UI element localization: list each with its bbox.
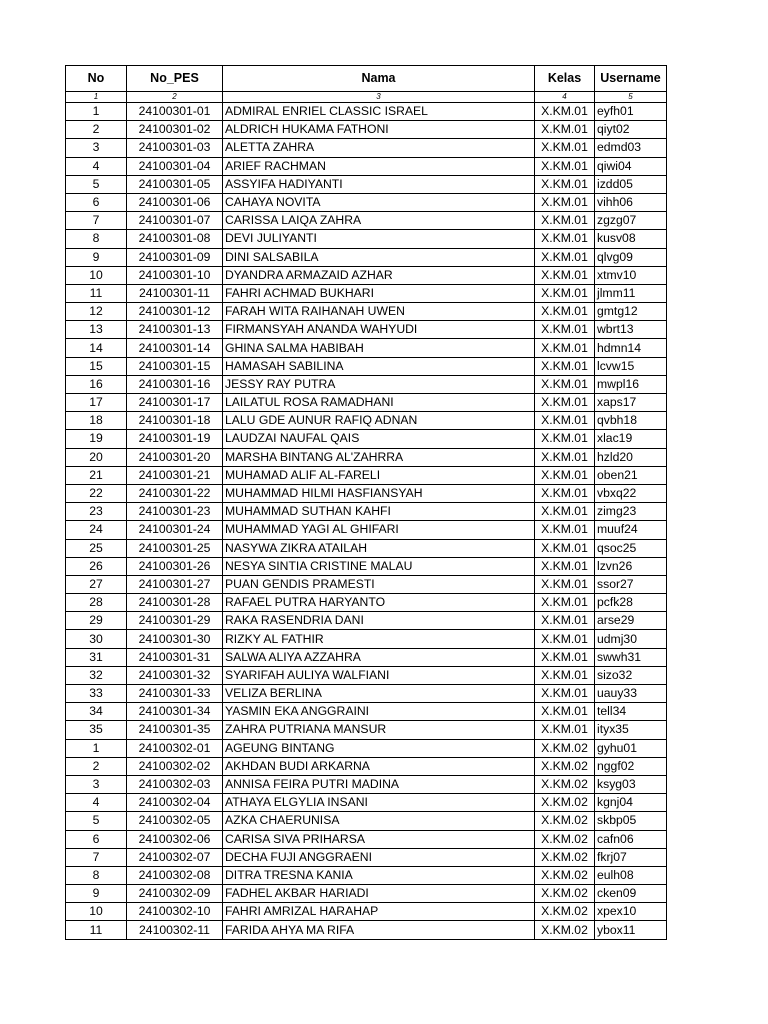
cell-nama: HAMASAH SABILINA (223, 357, 535, 375)
column-index: 1 (66, 92, 127, 103)
cell-no-pes: 24100301-06 (127, 193, 223, 211)
cell-no: 14 (66, 339, 127, 357)
cell-kelas: X.KM.01 (535, 103, 595, 121)
cell-no: 1 (66, 103, 127, 121)
cell-username: nggf02 (595, 757, 667, 775)
cell-nama: ZAHRA PUTRIANA MANSUR (223, 721, 535, 739)
cell-no: 1 (66, 739, 127, 757)
cell-username: ybox11 (595, 921, 667, 939)
cell-no: 15 (66, 357, 127, 375)
cell-nama: MUHAMAD ALIF AL-FARELI (223, 466, 535, 484)
cell-kelas: X.KM.02 (535, 885, 595, 903)
cell-no-pes: 24100302-08 (127, 866, 223, 884)
cell-no-pes: 24100301-18 (127, 412, 223, 430)
cell-nama: LALU GDE AUNUR RAFIQ ADNAN (223, 412, 535, 430)
cell-nama: MUHAMMAD YAGI AL GHIFARI (223, 521, 535, 539)
cell-username: xaps17 (595, 394, 667, 412)
cell-no: 20 (66, 448, 127, 466)
cell-no: 10 (66, 903, 127, 921)
cell-username: cken09 (595, 885, 667, 903)
cell-no-pes: 24100301-33 (127, 685, 223, 703)
cell-nama: MUHAMMAD HILMI HASFIANSYAH (223, 484, 535, 502)
cell-no: 18 (66, 412, 127, 430)
cell-no-pes: 24100301-19 (127, 430, 223, 448)
cell-nama: MARSHA BINTANG AL'ZAHRRA (223, 448, 535, 466)
cell-kelas: X.KM.01 (535, 685, 595, 703)
cell-no: 5 (66, 812, 127, 830)
cell-nama: ANNISA FEIRA PUTRI MADINA (223, 775, 535, 793)
table-row (66, 484, 667, 502)
cell-kelas: X.KM.01 (535, 412, 595, 430)
table-row (66, 885, 667, 903)
cell-username: xtmv10 (595, 266, 667, 284)
cell-username: vbxq22 (595, 484, 667, 502)
cell-no: 26 (66, 557, 127, 575)
cell-nama: SALWA ALIYA AZZAHRA (223, 648, 535, 666)
table-row (66, 212, 667, 230)
cell-nama: FAHRI AMRIZAL HARAHAP (223, 903, 535, 921)
cell-nama: DECHA FUJI ANGGRAENI (223, 848, 535, 866)
cell-no: 28 (66, 594, 127, 612)
table-row (66, 666, 667, 684)
cell-no-pes: 24100301-22 (127, 484, 223, 502)
cell-kelas: X.KM.02 (535, 830, 595, 848)
table-row (66, 339, 667, 357)
cell-kelas: X.KM.01 (535, 157, 595, 175)
cell-no-pes: 24100301-28 (127, 594, 223, 612)
cell-username: lcvw15 (595, 357, 667, 375)
cell-nama: NASYWA ZIKRA ATAILAH (223, 539, 535, 557)
cell-no: 17 (66, 394, 127, 412)
cell-username: sizo32 (595, 666, 667, 684)
cell-username: izdd05 (595, 175, 667, 193)
header-row (66, 66, 667, 92)
cell-username: zgzg07 (595, 212, 667, 230)
header-no-pes: No_PES (127, 66, 223, 92)
cell-username: cafn06 (595, 830, 667, 848)
cell-no: 27 (66, 575, 127, 593)
cell-no: 2 (66, 757, 127, 775)
cell-kelas: X.KM.01 (535, 121, 595, 139)
cell-kelas: X.KM.01 (535, 230, 595, 248)
cell-no-pes: 24100301-02 (127, 121, 223, 139)
cell-no: 3 (66, 139, 127, 157)
cell-no-pes: 24100302-03 (127, 775, 223, 793)
cell-no-pes: 24100301-12 (127, 303, 223, 321)
cell-no-pes: 24100302-07 (127, 848, 223, 866)
cell-kelas: X.KM.01 (535, 139, 595, 157)
cell-no: 11 (66, 921, 127, 939)
cell-no: 2 (66, 121, 127, 139)
cell-no: 9 (66, 885, 127, 903)
cell-no-pes: 24100302-05 (127, 812, 223, 830)
cell-nama: DYANDRA ARMAZAID AZHAR (223, 266, 535, 284)
cell-nama: MUHAMMAD SUTHAN KAHFI (223, 503, 535, 521)
cell-no-pes: 24100301-10 (127, 266, 223, 284)
cell-username: hzld20 (595, 448, 667, 466)
table-row (66, 284, 667, 302)
table-row (66, 321, 667, 339)
table-row (66, 685, 667, 703)
cell-no-pes: 24100301-30 (127, 630, 223, 648)
table-row (66, 739, 667, 757)
cell-kelas: X.KM.01 (535, 539, 595, 557)
cell-no: 12 (66, 303, 127, 321)
table-row (66, 630, 667, 648)
table-row (66, 539, 667, 557)
cell-no: 29 (66, 612, 127, 630)
cell-kelas: X.KM.01 (535, 303, 595, 321)
table-row (66, 557, 667, 575)
cell-username: swwh31 (595, 648, 667, 666)
table-row (66, 830, 667, 848)
cell-username: kgnj04 (595, 794, 667, 812)
cell-nama: RAKA RASENDRIA DANI (223, 612, 535, 630)
cell-username: jlmm11 (595, 284, 667, 302)
cell-nama: DEVI JULIYANTI (223, 230, 535, 248)
cell-no-pes: 24100301-17 (127, 394, 223, 412)
cell-no: 8 (66, 230, 127, 248)
table-row (66, 921, 667, 939)
table-row (66, 866, 667, 884)
cell-username: qiwi04 (595, 157, 667, 175)
cell-username: eyfh01 (595, 103, 667, 121)
student-table (65, 65, 667, 940)
cell-no: 23 (66, 503, 127, 521)
table-row (66, 466, 667, 484)
table-row (66, 448, 667, 466)
cell-no: 31 (66, 648, 127, 666)
cell-kelas: X.KM.02 (535, 866, 595, 884)
cell-no: 22 (66, 484, 127, 502)
cell-kelas: X.KM.01 (535, 557, 595, 575)
cell-no: 6 (66, 193, 127, 211)
cell-no-pes: 24100302-01 (127, 739, 223, 757)
cell-nama: AGEUNG BINTANG (223, 739, 535, 757)
cell-nama: CARISSA LAIQA ZAHRA (223, 212, 535, 230)
cell-no-pes: 24100302-09 (127, 885, 223, 903)
table-row (66, 375, 667, 393)
cell-no: 32 (66, 666, 127, 684)
cell-no-pes: 24100301-13 (127, 321, 223, 339)
cell-no-pes: 24100301-26 (127, 557, 223, 575)
header-username: Username (595, 66, 667, 92)
cell-kelas: X.KM.01 (535, 430, 595, 448)
cell-no: 9 (66, 248, 127, 266)
cell-nama: NESYA SINTIA CRISTINE MALAU (223, 557, 535, 575)
cell-username: fkrj07 (595, 848, 667, 866)
cell-username: qlvg09 (595, 248, 667, 266)
table-row (66, 230, 667, 248)
cell-username: zimg23 (595, 503, 667, 521)
column-index: 2 (127, 92, 223, 103)
table-row (66, 775, 667, 793)
cell-no: 7 (66, 212, 127, 230)
cell-nama: DITRA TRESNA KANIA (223, 866, 535, 884)
table-row (66, 812, 667, 830)
cell-kelas: X.KM.01 (535, 575, 595, 593)
cell-no-pes: 24100301-09 (127, 248, 223, 266)
cell-username: hdmn14 (595, 339, 667, 357)
cell-kelas: X.KM.01 (535, 266, 595, 284)
cell-no-pes: 24100302-11 (127, 921, 223, 939)
table-body (66, 103, 667, 940)
cell-username: vihh06 (595, 193, 667, 211)
cell-no-pes: 24100301-08 (127, 230, 223, 248)
cell-kelas: X.KM.02 (535, 921, 595, 939)
table-row (66, 521, 667, 539)
cell-username: udmj30 (595, 630, 667, 648)
table-row (66, 430, 667, 448)
table-row (66, 103, 667, 121)
table-row (66, 503, 667, 521)
cell-nama: FARIDA AHYA MA RIFA (223, 921, 535, 939)
cell-nama: RAFAEL PUTRA HARYANTO (223, 594, 535, 612)
cell-username: arse29 (595, 612, 667, 630)
cell-kelas: X.KM.02 (535, 794, 595, 812)
column-index: 4 (535, 92, 595, 103)
cell-kelas: X.KM.01 (535, 503, 595, 521)
table-row (66, 303, 667, 321)
cell-kelas: X.KM.01 (535, 321, 595, 339)
cell-nama: GHINA SALMA HABIBAH (223, 339, 535, 357)
cell-no-pes: 24100301-29 (127, 612, 223, 630)
cell-no: 7 (66, 848, 127, 866)
cell-kelas: X.KM.01 (535, 630, 595, 648)
cell-nama: ASSYIFA HADIYANTI (223, 175, 535, 193)
cell-no-pes: 24100301-01 (127, 103, 223, 121)
cell-no: 30 (66, 630, 127, 648)
table-row (66, 594, 667, 612)
cell-nama: CAHAYA NOVITA (223, 193, 535, 211)
cell-no-pes: 24100301-14 (127, 339, 223, 357)
table-row (66, 575, 667, 593)
cell-nama: YASMIN EKA ANGGRAINI (223, 703, 535, 721)
cell-nama: AZKA CHAERUNISA (223, 812, 535, 830)
cell-nama: LAILATUL ROSA RAMADHANI (223, 394, 535, 412)
cell-nama: ATHAYA ELGYLIA INSANI (223, 794, 535, 812)
cell-no: 4 (66, 157, 127, 175)
table-row (66, 703, 667, 721)
cell-no: 11 (66, 284, 127, 302)
cell-no: 35 (66, 721, 127, 739)
cell-kelas: X.KM.01 (535, 375, 595, 393)
cell-nama: AKHDAN BUDI ARKARNA (223, 757, 535, 775)
cell-username: gmtg12 (595, 303, 667, 321)
table-row (66, 794, 667, 812)
cell-no-pes: 24100301-03 (127, 139, 223, 157)
cell-username: mwpl16 (595, 375, 667, 393)
cell-no-pes: 24100301-16 (127, 375, 223, 393)
cell-no-pes: 24100301-34 (127, 703, 223, 721)
cell-kelas: X.KM.01 (535, 466, 595, 484)
column-index: 5 (595, 92, 667, 103)
cell-nama: DINI SALSABILA (223, 248, 535, 266)
table-row (66, 648, 667, 666)
cell-no: 24 (66, 521, 127, 539)
cell-no: 4 (66, 794, 127, 812)
cell-kelas: X.KM.02 (535, 757, 595, 775)
cell-username: xlac19 (595, 430, 667, 448)
cell-nama: ADMIRAL ENRIEL CLASSIC ISRAEL (223, 103, 535, 121)
cell-no-pes: 24100301-07 (127, 212, 223, 230)
cell-username: qiyt02 (595, 121, 667, 139)
cell-no-pes: 24100301-31 (127, 648, 223, 666)
cell-kelas: X.KM.01 (535, 193, 595, 211)
cell-no-pes: 24100302-06 (127, 830, 223, 848)
cell-nama: SYARIFAH AULIYA WALFIANI (223, 666, 535, 684)
cell-kelas: X.KM.02 (535, 775, 595, 793)
cell-nama: CARISA SIVA PRIHARSA (223, 830, 535, 848)
cell-no: 16 (66, 375, 127, 393)
cell-no: 6 (66, 830, 127, 848)
cell-no: 3 (66, 775, 127, 793)
cell-kelas: X.KM.01 (535, 248, 595, 266)
cell-no: 33 (66, 685, 127, 703)
cell-username: skbp05 (595, 812, 667, 830)
cell-username: kusv08 (595, 230, 667, 248)
cell-kelas: X.KM.01 (535, 521, 595, 539)
cell-no: 13 (66, 321, 127, 339)
cell-username: oben21 (595, 466, 667, 484)
cell-kelas: X.KM.01 (535, 394, 595, 412)
cell-kelas: X.KM.01 (535, 612, 595, 630)
cell-no-pes: 24100301-20 (127, 448, 223, 466)
cell-no-pes: 24100301-11 (127, 284, 223, 302)
cell-no: 8 (66, 866, 127, 884)
cell-kelas: X.KM.01 (535, 484, 595, 502)
cell-username: wbrt13 (595, 321, 667, 339)
table-row (66, 721, 667, 739)
cell-kelas: X.KM.02 (535, 739, 595, 757)
cell-kelas: X.KM.02 (535, 848, 595, 866)
table-row (66, 266, 667, 284)
cell-username: qvbh18 (595, 412, 667, 430)
cell-no-pes: 24100301-15 (127, 357, 223, 375)
table-row (66, 394, 667, 412)
cell-nama: FARAH WITA RAIHANAH UWEN (223, 303, 535, 321)
cell-username: ssor27 (595, 575, 667, 593)
cell-no: 34 (66, 703, 127, 721)
table-row (66, 612, 667, 630)
cell-kelas: X.KM.01 (535, 284, 595, 302)
cell-no: 5 (66, 175, 127, 193)
cell-nama: ALDRICH HUKAMA FATHONI (223, 121, 535, 139)
cell-username: pcfk28 (595, 594, 667, 612)
cell-nama: ARIEF RACHMAN (223, 157, 535, 175)
table-row (66, 248, 667, 266)
cell-nama: VELIZA BERLINA (223, 685, 535, 703)
cell-no-pes: 24100301-35 (127, 721, 223, 739)
table-row (66, 193, 667, 211)
cell-username: qsoc25 (595, 539, 667, 557)
table-row (66, 757, 667, 775)
table-row (66, 139, 667, 157)
cell-username: edmd03 (595, 139, 667, 157)
cell-username: tell34 (595, 703, 667, 721)
table-row (66, 848, 667, 866)
cell-kelas: X.KM.01 (535, 448, 595, 466)
cell-nama: LAUDZAI NAUFAL QAIS (223, 430, 535, 448)
cell-username: ksyg03 (595, 775, 667, 793)
cell-no-pes: 24100301-25 (127, 539, 223, 557)
cell-no-pes: 24100301-23 (127, 503, 223, 521)
cell-no: 10 (66, 266, 127, 284)
cell-nama: FAHRI ACHMAD BUKHARI (223, 284, 535, 302)
cell-kelas: X.KM.01 (535, 175, 595, 193)
cell-nama: JESSY RAY PUTRA (223, 375, 535, 393)
cell-username: ityx35 (595, 721, 667, 739)
cell-no-pes: 24100302-04 (127, 794, 223, 812)
cell-kelas: X.KM.01 (535, 666, 595, 684)
table-row (66, 121, 667, 139)
cell-kelas: X.KM.01 (535, 357, 595, 375)
cell-nama: FIRMANSYAH ANANDA WAHYUDI (223, 321, 535, 339)
header-kelas: Kelas (535, 66, 595, 92)
cell-no-pes: 24100301-04 (127, 157, 223, 175)
cell-nama: RIZKY AL FATHIR (223, 630, 535, 648)
cell-username: gyhu01 (595, 739, 667, 757)
cell-nama: ALETTA ZAHRA (223, 139, 535, 157)
cell-no: 25 (66, 539, 127, 557)
cell-kelas: X.KM.01 (535, 648, 595, 666)
cell-no-pes: 24100301-32 (127, 666, 223, 684)
cell-no-pes: 24100301-24 (127, 521, 223, 539)
cell-no: 21 (66, 466, 127, 484)
cell-username: muuf24 (595, 521, 667, 539)
cell-kelas: X.KM.02 (535, 903, 595, 921)
table-row (66, 357, 667, 375)
table-row (66, 903, 667, 921)
cell-kelas: X.KM.01 (535, 703, 595, 721)
table-row (66, 157, 667, 175)
cell-username: uauy33 (595, 685, 667, 703)
cell-username: lzvn26 (595, 557, 667, 575)
table-row (66, 412, 667, 430)
table-row (66, 175, 667, 193)
cell-no-pes: 24100301-05 (127, 175, 223, 193)
cell-kelas: X.KM.01 (535, 212, 595, 230)
cell-nama: FADHEL AKBAR HARIADI (223, 885, 535, 903)
cell-no-pes: 24100302-02 (127, 757, 223, 775)
cell-no-pes: 24100302-10 (127, 903, 223, 921)
cell-kelas: X.KM.02 (535, 812, 595, 830)
cell-nama: PUAN GENDIS PRAMESTI (223, 575, 535, 593)
header-nama: Nama (223, 66, 535, 92)
cell-kelas: X.KM.01 (535, 339, 595, 357)
cell-no: 19 (66, 430, 127, 448)
cell-kelas: X.KM.01 (535, 721, 595, 739)
cell-no-pes: 24100301-27 (127, 575, 223, 593)
column-index-row (66, 92, 667, 103)
column-index: 3 (223, 92, 535, 103)
cell-username: eulh08 (595, 866, 667, 884)
cell-no-pes: 24100301-21 (127, 466, 223, 484)
header-no: No (66, 66, 127, 92)
cell-kelas: X.KM.01 (535, 594, 595, 612)
cell-username: xpex10 (595, 903, 667, 921)
